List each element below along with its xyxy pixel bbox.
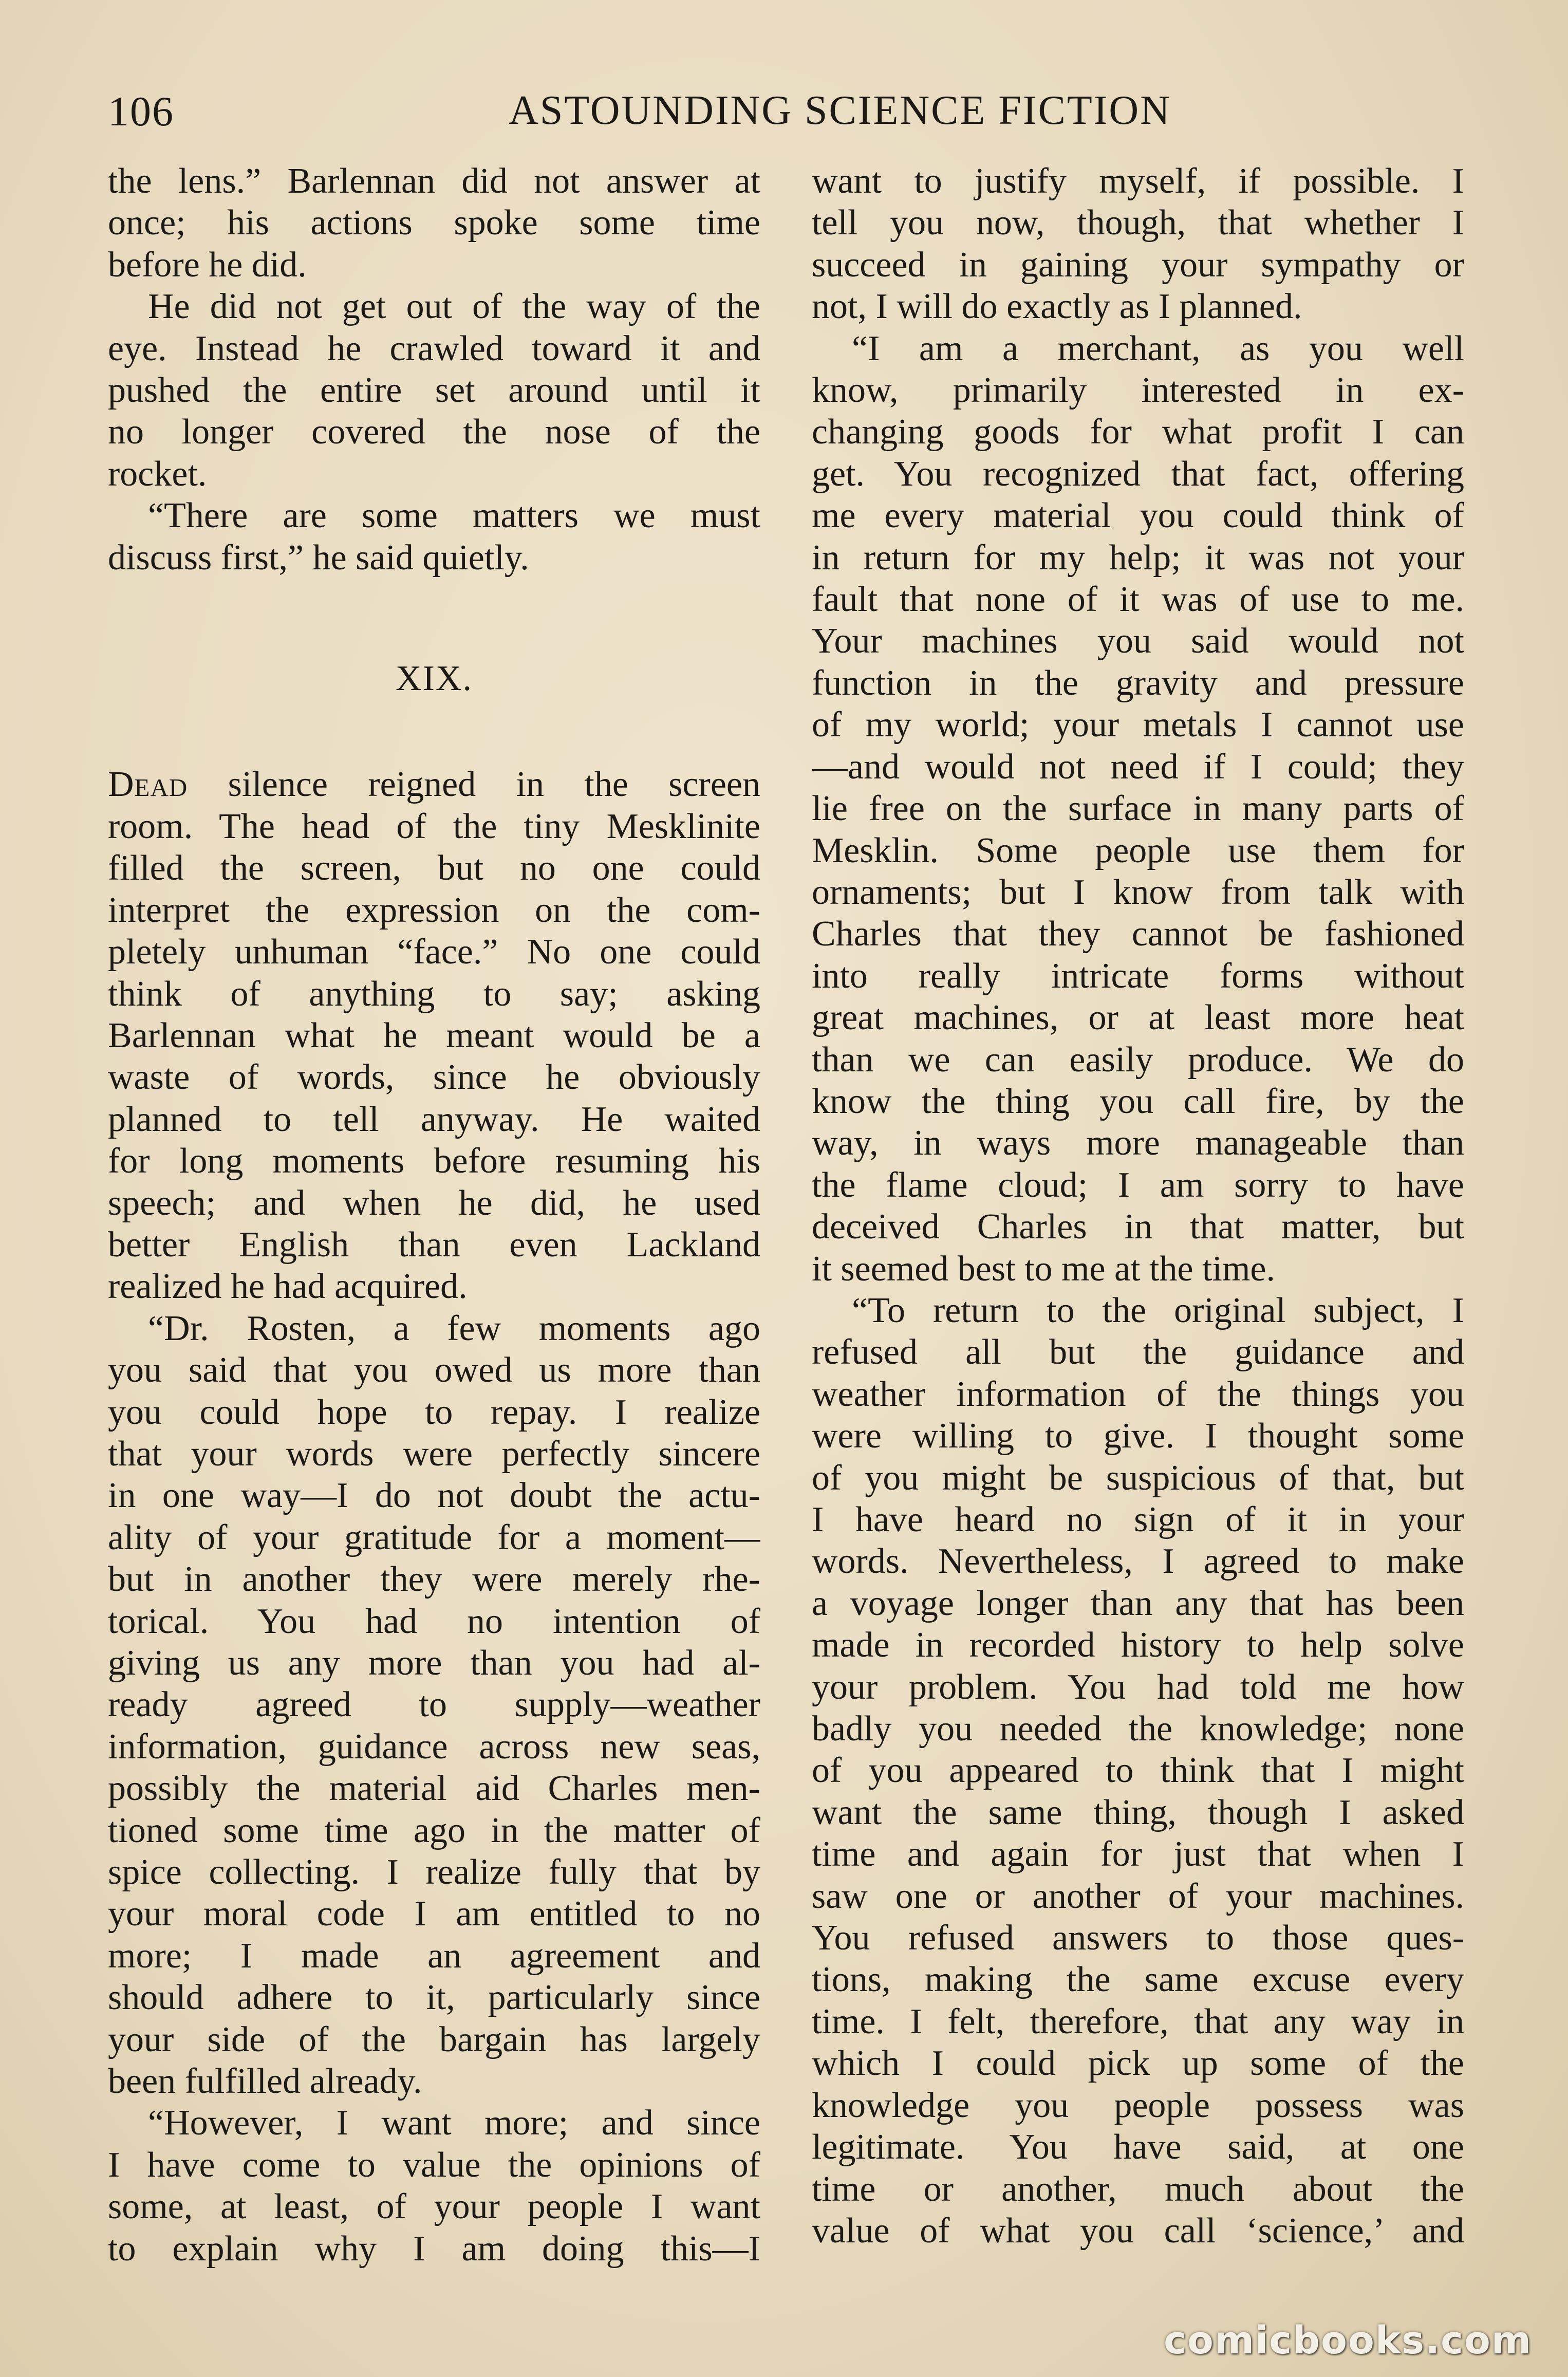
text-line: in one way—I do not doubt the actu- [108, 1476, 760, 1516]
text-line: giving us any more than you had al- [108, 1643, 760, 1683]
text-line: deceived Charles in that matter, but [812, 1207, 1464, 1247]
text-line: ornaments; but I know from talk with [812, 872, 1464, 912]
text-line: eye. Instead he crawled toward it and [108, 328, 760, 368]
text-line: refused all but the guidance and [812, 1332, 1464, 1372]
text-line: Charles that they cannot be fashioned [812, 914, 1464, 954]
text-line: no longer covered the nose of the [108, 412, 760, 452]
text-line: planned to tell anyway. He waited [108, 1099, 760, 1139]
text-line: ality of your gratitude for a moment— [108, 1517, 760, 1557]
text-line: knowledge you people possess was [812, 2085, 1464, 2125]
text-line: —and would not need if I could; they [812, 747, 1464, 787]
text-line [108, 764, 760, 805]
text-line: speech; and when he did, he used [108, 1183, 760, 1223]
text-line: of you might be suspicious of that, but [812, 1458, 1464, 1498]
page-number: 106 [108, 88, 174, 135]
text-line: realized he had acquired. [108, 1267, 468, 1307]
text-line: the lens.” Barlennan did not answer at [108, 161, 760, 201]
text-line: some, at least, of your people I want [108, 2187, 760, 2227]
text-line: been fulfilled already. [108, 2062, 422, 2102]
text-line: changing goods for what profit I can [812, 412, 1464, 452]
text-line: interpret the expression on the com- [108, 890, 760, 930]
text-line: “To return to the original subject, I [852, 1290, 1464, 1330]
text-line: value of what you call ‘science,’ and [812, 2211, 1464, 2251]
text-line: pushed the entire set around until it [108, 370, 760, 411]
text-line: I have come to value the opinions of [108, 2145, 760, 2185]
text-line: want to justify myself, if possible. I [812, 161, 1464, 201]
watermark: comicbooks.com [1164, 2318, 1532, 2363]
text-line: not, I will do exactly as I planned. [812, 287, 1302, 327]
chapter-heading: XIX. [396, 659, 473, 699]
text-line: than we can easily produce. We do [812, 1039, 1464, 1080]
text-line: your moral code I am entitled to no [108, 1894, 760, 1934]
text-line-rest: silence reigned in the screen [228, 765, 760, 805]
text-line: better English than even Lackland [108, 1224, 760, 1265]
text-line: legitimate. You have said, at one [812, 2127, 1464, 2167]
text-line: information, guidance across new seas, [108, 1726, 760, 1767]
text-line: in return for my help; it was not your [812, 537, 1464, 578]
text-line: I have heard no sign of it in your [812, 1500, 1464, 1539]
text-line: of my world; your metals I cannot use [812, 705, 1464, 745]
text-line: room. The head of the tiny Mesklinite [108, 806, 760, 846]
text-line: the flame cloud; I am sorry to have [812, 1165, 1464, 1205]
text-line: into really intricate forms without [812, 956, 1464, 996]
text-line: badly you needed the knowledge; none [812, 1709, 1464, 1749]
text-line: time and again for just that when I [812, 1834, 1464, 1874]
text-line: you said that you owed us more than [108, 1350, 760, 1390]
text-line: which I could pick up some of the [812, 2044, 1464, 2084]
text-line: filled the screen, but no one could [108, 848, 760, 888]
text-line: tioned some time ago in the matter of [108, 1810, 760, 1850]
text-line: more; I made an agreement and [108, 1936, 760, 1976]
text-line: words. Nevertheless, I agreed to make [812, 1542, 1464, 1582]
text-line: of you appeared to think that I might [812, 1751, 1464, 1791]
text-line: should adhere to it, particularly since [108, 1978, 760, 2018]
page-header [108, 87, 1485, 149]
left-column [108, 160, 760, 2270]
text-line: time or another, much about the [812, 2169, 1464, 2209]
text-line: rocket. [108, 454, 207, 494]
text-line: Mesklin. Some people use them for [812, 830, 1464, 870]
text-line: spice collecting. I realize fully that by [108, 1852, 760, 1892]
right-column [812, 160, 1464, 2252]
text-line: your side of the bargain has largely [108, 2019, 760, 2059]
text-line: made in recorded history to help solve [812, 1625, 1464, 1665]
text-line: torical. You had no intention of [108, 1601, 760, 1641]
text-line: before he did. [108, 245, 307, 285]
text-line: succeed in gaining your sympathy or [812, 245, 1464, 285]
text-line: “However, I want more; and since [148, 2103, 760, 2143]
text-line: Barlennan what he meant would be a [108, 1015, 760, 1055]
text-line: know, primarily interested in ex- [812, 370, 1464, 411]
text-line: waste of words, since he obviously [108, 1057, 760, 1098]
drop-lead-word: Dead [108, 765, 188, 805]
text-line: but in another they were merely rhe- [108, 1559, 760, 1600]
text-line: fault that none of it was of use to me. [812, 580, 1464, 620]
text-line: once; his actions spoke some time [108, 203, 760, 243]
text-line: know the thing you call fire, by the [812, 1081, 1464, 1121]
text-line: to explain why I am doing this—I [108, 2229, 760, 2269]
text-line: it seemed best to me at the time. [812, 1249, 1275, 1289]
text-line: want the same thing, though I asked [812, 1792, 1464, 1832]
text-line: saw one or another of your machines. [812, 1876, 1464, 1916]
text-line: tions, making the same excuse every [812, 1960, 1464, 2000]
text-line: for long moments before resuming his [108, 1141, 760, 1181]
text-line: you could hope to repay. I realize [108, 1392, 760, 1432]
text-line: were willing to give. I thought some [812, 1416, 1464, 1456]
text-line: a voyage longer than any that has been [812, 1583, 1464, 1623]
right-column-text [812, 160, 1464, 2252]
left-column-text-top [108, 160, 760, 579]
text-line: tell you now, though, that whether I [812, 203, 1464, 243]
left-column-text-bottom [108, 764, 760, 2270]
text-line: think of anything to say; asking [108, 974, 760, 1014]
text-line: He did not get out of the way of the [148, 287, 760, 327]
text-line: possibly the material aid Charles men- [108, 1769, 760, 1809]
text-line: “I am a merchant, as you well [852, 328, 1464, 368]
text-line: me every material you could think of [812, 496, 1464, 536]
text-line: Your machines you said would not [812, 621, 1464, 661]
text-line: ready agreed to supply—weather [108, 1685, 760, 1725]
text-line: your problem. You had told me how [812, 1667, 1464, 1707]
text-line: You refused answers to those ques- [812, 1918, 1464, 1958]
text-line: discuss first,” he said quietly. [108, 537, 529, 578]
text-line: that your words were perfectly sincere [108, 1434, 760, 1474]
text-line: lie free on the surface in many parts of [812, 789, 1464, 829]
running-title: ASTOUNDING SCIENCE FICTION [509, 88, 1171, 133]
text-line: weather information of the things you [812, 1374, 1464, 1414]
text-line: time. I felt, therefore, that any way in [812, 2001, 1464, 2041]
text-line: get. You recognized that fact, offering [812, 454, 1464, 494]
text-line: function in the gravity and pressure [812, 663, 1464, 703]
text-line: great machines, or at least more heat [812, 998, 1464, 1038]
text-line: “Dr. Rosten, a few moments ago [148, 1308, 760, 1348]
text-line: “There are some matters we must [148, 496, 760, 536]
text-line: way, in ways more manageable than [812, 1123, 1464, 1163]
text-line: pletely unhuman “face.” No one could [108, 932, 760, 972]
